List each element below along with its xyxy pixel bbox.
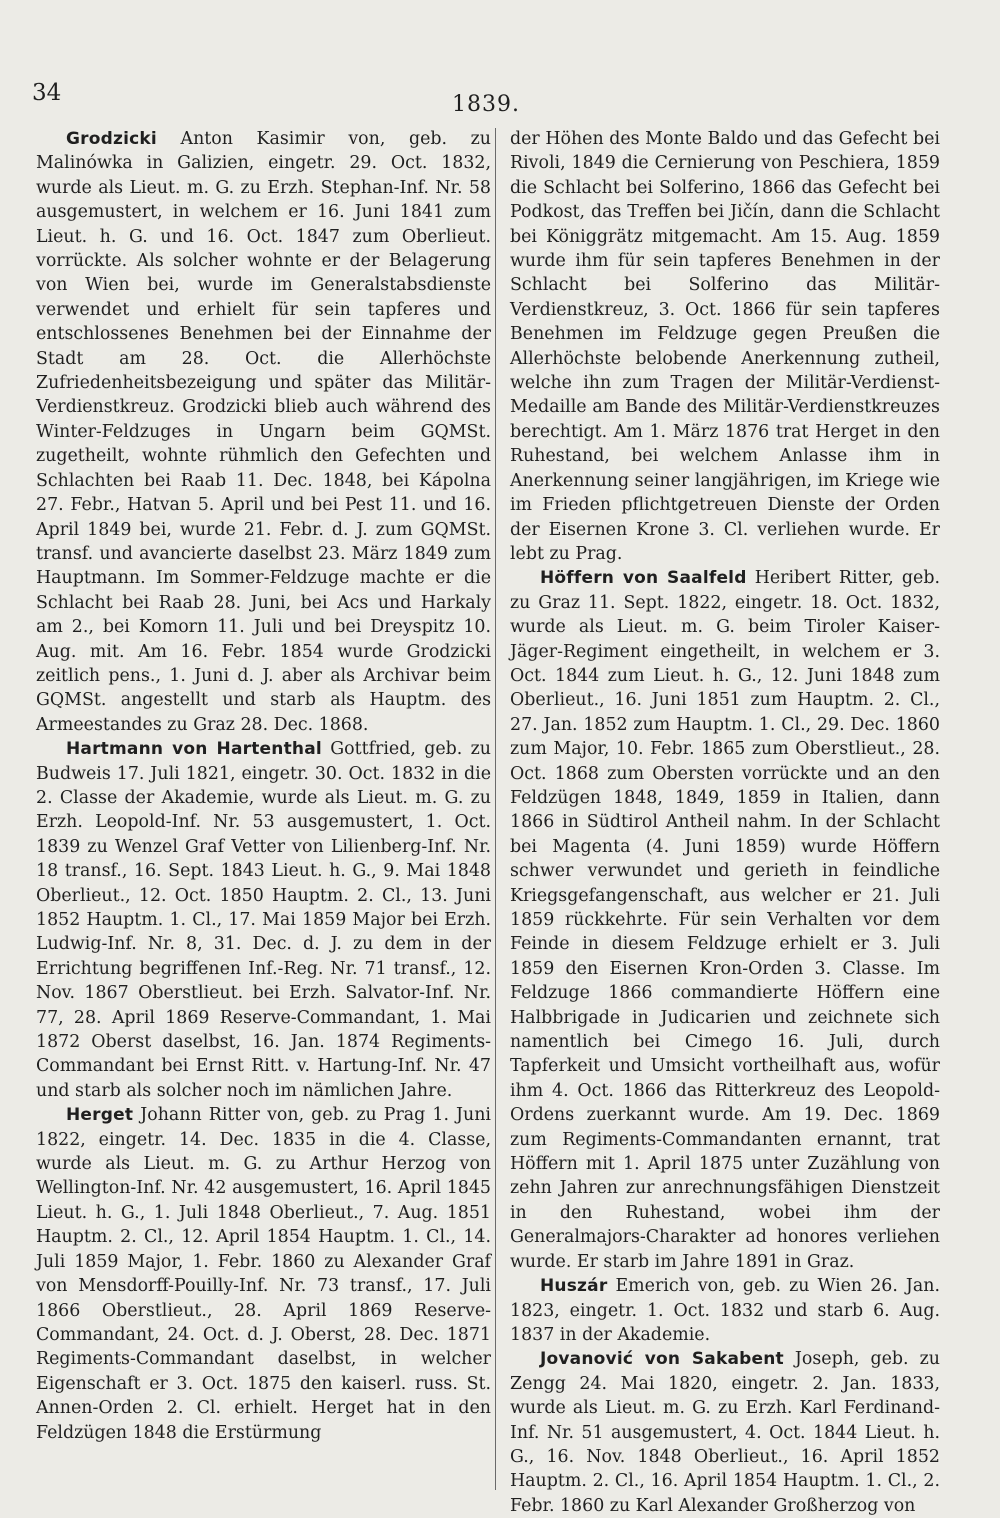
entry-continuation — [510, 127, 940, 566]
entry-name: Herget — [66, 1105, 134, 1126]
entry-name: Höffern von Saalfeld — [540, 568, 747, 589]
entry-paragraph — [36, 1103, 491, 1445]
left-column — [36, 127, 491, 1445]
entry-name: Grodzicki — [66, 129, 157, 149]
entry-text: Johann Ritter von, geb. zu Prag 1. Juni 1822, eingetr. 14. Dec. 1835 in die 4. Classe, wurde als Lieut. m. G. zu Arthur Herzog von Wellington-Inf. Nr. 42 ausgemustert, 16. April 1845 Lieut. h. G., 1. Juli 1848 Oberlieut., 7. Aug. 1851 Hauptm. 2. Cl., 12. April 1854 Hauptm. 1. Cl., 14. Juli 1859 Major, 1. Febr. 1860 zu Alexander Graf von Mensdorff-Pouilly-Inf. Nr. 73 transf., 17. Juli 1866 Oberstlieut., 28. April 1869 Reserve-Commandant, 24. Oct. d. J. Oberst, 28. Dec. 1871 Regiments-Commandant daselbst, in welcher Eigenschaft er 3. Oct. 1875 den kaiserl. russ. St. Annen-Orden 2. Cl. erhielt. Herget hat in den Feldzügen 1848 die Erstürmung — [36, 1105, 491, 1443]
entry-name: Huszár — [540, 1276, 608, 1297]
entry-name: Hartmann von Hartenthal — [66, 739, 322, 760]
column-divider — [495, 128, 496, 1490]
entry-text: Heribert Ritter, geb. zu Graz 11. Sept. 1822, eingetr. 18. Oct. 1832, wurde als Lieut. m. G. beim Tiroler Kaiser-Jäger-Regiment eingetheilt, in welchem er 3. Oct. 1844 zum Lieut. h. G., 12. Juni 1848 zum Oberlieut., 16. Juni 1851 zum Hauptm. 2. Cl., 27. Jan. 1852 zum Hauptm. 1. Cl., 29. Dec. 1860 zum Major, 10. Febr. 1865 zum Oberstlieut., 28. Oct. 1868 zum Obersten vorrückte und an den Feldzügen 1848, 1849, 1859 in Italien, dann 1866 in Südtirol Antheil nahm. In der Schlacht bei Magenta (4. Juni 1859) wurde Höffern schwer verwundet und gerieth in feindliche Kriegsgefangenschaft, aus welcher er 21. Juli 1859 rückkehrte. Für sein Verhalten vor dem Feinde in diesem Feldzuge erhielt er 3. Juli 1859 den Eisernen Kron-Orden 3. Classe. Im Feldzuge 1866 commandierte Höffern eine Halbbrigade in Judicarien und zeichnete sich namentlich bei Cimego 16. Juli, durch Tapferkeit und Umsicht vortheilhaft aus, wofür ihm 4. Oct. 1866 das Ritterkreuz des Leopold-Ordens zuerkannt wurde. Am 19. Dec. 1869 zum Regiments-Commandanten ernannt, trat Höffern mit 1. April 1875 unter Zuzählung von zehn Jahren zur anrechnungsfähigen Dienstzeit in den Ruhestand, wobei ihm der Generalmajors-Charakter ad honores verliehen wurde. Er starb im Jahre 1891 in Graz. — [510, 568, 940, 1272]
entry-paragraph — [36, 127, 491, 737]
entry-text: Joseph, geb. zu Zengg 24. Mai 1820, eingetr. 2. Jan. 1833, wurde als Lieut. m. G. zu Erzh. Karl Ferdinand-Inf. Nr. 51 ausgemustert, 4. Oct. 1844 Lieut. h. G., 16. Nov. 1848 Oberlieut., 16. April 1852 Hauptm. 2. Cl., 16. April 1854 Hauptm. 1. Cl., 2. Febr. 1860 zu Karl Alexander Großherzog von — [510, 1349, 940, 1516]
entry-text: der Höhen des Monte Baldo und das Gefecht bei Rivoli, 1849 die Cernierung von Peschiera, 1859 die Schlacht bei Solferino, 1866 das Gefecht bei Podkost, das Treffen bei Jičín, dann die Schlacht bei Königgrätz mitgemacht. Am 15. Aug. 1859 wurde ihm für sein tapferes Benehmen in der Schlacht bei Solferino das Militär-Verdienstkreuz, 3. Oct. 1866 für sein tapferes Benehmen im Feldzuge gegen Preußen die Allerhöchste belobende Anerkennung zutheil, welche ihn zum Tragen der Militär-Verdienst-Medaille am Bande des Militär-Verdienstkreuzes berechtigt. Am 1. März 1876 trat Herget in den Ruhestand, bei welchem Anlasse ihm in Anerkennung seiner langjährigen, im Kriege wie im Frieden pflichtgetreuen Dienste der Orden der Eisernen Krone 3. Cl. verliehen wurde. Er lebt zu Prag. — [510, 129, 940, 564]
entry-text: Emerich von, geb. zu Wien 26. Jan. 1823, eingetr. 1. Oct. 1832 und starb 6. Aug. 1837 in der Akademie. — [510, 1276, 940, 1345]
entry-text: Gottfried, geb. zu Budweis 17. Juli 1821, eingetr. 30. Oct. 1832 in die 2. Classe der Akademie, wurde als Lieut. m. G. zu Erzh. Leopold-Inf. Nr. 53 ausgemustert, 1. Oct. 1839 zu Wenzel Graf Vetter von Lilienberg-Inf. Nr. 18 transf., 16. Sept. 1843 Lieut. h. G., 9. Mai 1848 Oberlieut., 12. Oct. 1850 Hauptm. 2. Cl., 13. Juni 1852 Hauptm. 1. Cl., 17. Mai 1859 Major bei Erzh. Ludwig-Inf. Nr. 8, 31. Dec. d. J. zu dem in der Errichtung begriffenen Inf.-Reg. Nr. 71 transf., 12. Nov. 1867 Oberstlieut. bei Erzh. Salvator-Inf. Nr. 77, 28. April 1869 Reserve-Commandant, 1. Mai 1872 Oberst daselbst, 16. Jan. 1874 Regiments-Commandant bei Ernst Ritt. v. Hartung-Inf. Nr. 47 und starb als solcher noch im nämlichen Jahre. — [36, 739, 491, 1101]
entry-name: Jovanović von Sakabent — [540, 1349, 784, 1370]
entry-paragraph — [510, 1274, 940, 1347]
entry-paragraph — [510, 1347, 940, 1518]
entry-paragraph — [510, 566, 940, 1274]
page-heading-year: 1839. — [452, 92, 520, 117]
entry-text: Anton Kasimir von, geb. zu Malinówka in Galizien, eingetr. 29. Oct. 1832, wurde als Lieut. m. G. zu Erzh. Stephan-Inf. Nr. 58 ausgemustert, in welchem er 16. Juni 1841 zum Lieut. h. G. und 16. Oct. 1847 zum Oberlieut. vorrückte. Als solcher wohnte er der Belagerung von Wien bei, wurde im Generalstabsdienste verwendet und erhielt für sein tapferes und entschlossenes Benehmen bei der Einnahme der Stadt am 28. Oct. die Allerhöchste Zufriedenheitsbezeigung und später das Militär-Verdienstkreuz. Grodzicki blieb auch während des Winter-Feldzuges in Ungarn beim GQMSt. zugetheilt, wohnte rühmlich den Gefechten und Schlachten bei Raab 11. Dec. 1848, bei Kápolna 27. Febr., Hatvan 5. April und bei Pest 11. und 16. April 1849 bei, wurde 21. Febr. d. J. zum GQMSt. transf. und avancierte daselbst 23. März 1849 zum Hauptmann. Im Sommer-Feldzuge machte er die Schlacht bei Raab 28. Juni, bei Acs und Harkaly am 2., bei Komorn 11. Juli und bei Dreyspitz 10. Aug. mit. Am 16. Febr. 1854 wurde Grodzicki zeitlich pens., 1. Juni d. J. aber als Archivar beim GQMSt. angestellt und starb als Hauptm. des Armeestandes zu Graz 28. Dec. 1868. — [36, 129, 491, 735]
page-number: 34 — [32, 80, 62, 106]
entry-paragraph — [36, 737, 491, 1103]
right-column — [510, 127, 940, 1518]
